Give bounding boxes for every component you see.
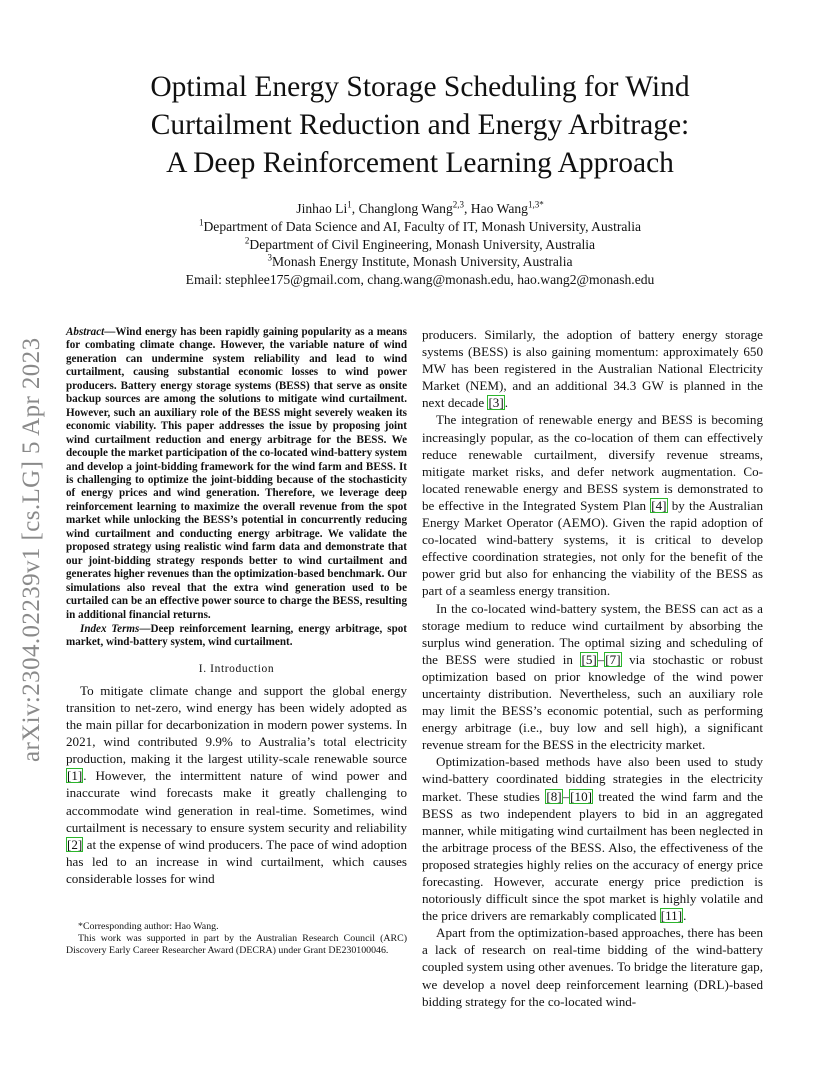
index-terms [66,623,407,650]
author-2-affiliation: 2,3 [452,199,464,210]
affiliation-3: $^3$Monash Energy Institute, Monash University, Australia [267,252,573,270]
citation-link[interactable]: [8] [546,788,562,804]
title-line-3: A Deep Reinforcement Learning Approach [166,147,674,179]
title-line-1: Optimal Energy Storage Scheduling for Wind [150,71,690,103]
citation-link[interactable]: [11] [660,908,683,924]
left-column [66,326,407,887]
citation-link[interactable]: [3] [488,395,504,411]
abstract [66,326,407,622]
citation-link[interactable]: [10] [570,788,592,804]
citation-link[interactable]: [1] [67,768,83,784]
author-block [150,200,690,289]
intro-paragraph-1: To mitigate climate change and support the global energy transition to net-zero, wind energy has been widely adopted as the main pillar for decarbonization in modern power systems. In 2021, wind contributed 9.9% to Australia’s total electricity production, making it the largest utility-scale renewable source [1]. However, the intermittent nature of wind power and inaccurate wind forecasts make it greatly challenging to accommodate wind generation in real-time. Sometimes, wind curtailment is necessary to ensure system security and reliability [2] at the expense of wind producers. The pace of wind adoption has led to an increase in wind curtailment, which causes considerable losses for wind [66,682,407,886]
abstract-text: —Wind energy has been rapidly gaining popularity as a means for combating climate change. However, the variable nature of wind generation can undermine system reliability and lead to wind curtailment, causing substantial economic losses to wind power producers. Battery energy storage systems (BESS) that serve as onsite backup sources are among the solutions to mitigate wind curtailment. However, such an auxiliary role of the BESS might severely weaken its economic viability. This paper addresses the issue by proposing joint wind curtailment reduction and energy arbitrage for the BESS. We decouple the market participation of the co-located wind-battery system and develop a joint-bidding framework for the wind farm and BESS. It is challenging to optimize the joint-bidding because of the stochasticity of energy prices and wind generation. Therefore, we leverage deep reinforcement learning to maximize the overall revenue from the spot market while unlocking the BESS’s potential in concurrently reducing wind curtailment and conducting energy arbitrage. We validate the proposed strategy using realistic wind farm data and demonstrate that our joint-bidding strategy responds better to wind curtailment and generates higher revenues than the optimization-based benchmark. Our simulations also reveal that the extra wind generation used to be curtailed can be an effective power source to charge the BESS, resulting in additional financial returns. [66,326,407,621]
citation-link[interactable]: [2] [67,836,83,852]
author-1: Jinhao Li [296,201,348,216]
intro-paragraph-5: Apart from the optimization-based approaches, there has been a lack of research on real-time bidding of the wind-battery coupled system using other avenues. To bridge the literature gap, we develop a novel deep reinforcement learning (DRL)-based bidding strategy for the co-located wind- [422,925,763,1009]
citation-link[interactable]: [7] [605,651,621,667]
author-3-affiliation: 1,3* [527,199,544,210]
footnotes [66,921,407,958]
footnote-corresponding-author: *Corresponding author: Hao Wang. [78,921,219,932]
index-terms-text: —Deep reinforcement learning, energy arbitrage, spot market, wind-battery system, wind curtailment. [66,622,407,649]
author-names [150,200,690,218]
title-line-2: Curtailment Reduction and Energy Arbitrage: [150,109,690,141]
affiliation-1: $^1$Department of Data Science and AI, Faculty of IT, Monash University, Australia [198,217,642,234]
right-column [422,326,763,1010]
footnote-funding: This work was supported in part by the Australian Research Council (ARC) Discovery Early Career Researcher Award (DECRA) under Grant DE230100046. [66,933,407,957]
section-heading-introduction: I. Introduction [198,662,275,675]
intro-paragraph-2: The integration of renewable energy and BESS is becoming increasingly popular, as the co-location of them can effectively reduce renewable curtailment, diversify revenue streams, mitigate market risks, and defer network augmentation. Co-located renewable energy and BESS system is demonstrated to be effective in the Integrated System Plan [4] by the Australian Energy Market Operator (AEMO). Given the rapid adoption of co-located wind-battery systems, it is critical to develop effective coordination strategies, not only for the benefit of the power grid but also for enhancing the viability of the BESS as part of a seamless energy transition. [422,412,763,599]
author-1-affiliation: 1 [347,199,352,210]
author-2: , Changlong Wang [351,201,453,216]
citation-link[interactable]: [4] [651,497,667,513]
arxiv-identifier: arXiv:2304.02239v1 [cs.LG] 5 Apr 2023 [18,337,45,762]
intro-paragraph-1-continued: producers. Similarly, the adoption of battery energy storage systems (BESS) is also gaining momentum: approximately 650 MW has been registered in the Australian National Electricity Market (NEM), and an additional 34.3 GW is planned in the next decade [3]. [422,327,763,411]
intro-paragraph-3: In the co-located wind-battery system, the BESS can act as a storage medium to reduce wind curtailment by absorbing the surplus wind generation. The optimal sizing and scheduling of the BESS were studied in [5]–[7] via stochastic or robust optimization based on prior knowledge of the wind power uncertainty distribution. Nevertheless, such an auxiliary role may limit the BESS’s economic potential, such as performing energy arbitrage (i.e., buy low and sell high), a significant revenue stream for the BESS in the electricity market. [422,600,763,753]
author-emails: Email: stephlee175@gmail.com, chang.wang@monash.edu, hao.wang2@monash.edu [185,272,655,288]
paper-title [100,68,740,182]
author-3: , Hao Wang [464,201,528,216]
citation-link[interactable]: [5] [581,651,597,667]
intro-paragraph-4: Optimization-based methods have also been used to study wind-battery coordinated bidding strategies in the electricity market. These studies [8]–[10] treated the wind farm and the BESS as two independent players to bid in an aggregated manner, while mitigating wind curtailment has been neglected in the arbitrage process of the BESS. Also, the effectiveness of the proposed strategies highly relies on the accuracy of energy price forecasting. However, accurate energy price prediction is notoriously difficult since the spot market is highly volatile and the price drivers are remarkably complicated [11]. [422,754,763,924]
affiliation-2: $^2$Department of Civil Engineering, Monash University, Australia [244,235,596,252]
index-terms-label: Index Terms [80,622,140,635]
abstract-label: Abstract [66,326,105,338]
